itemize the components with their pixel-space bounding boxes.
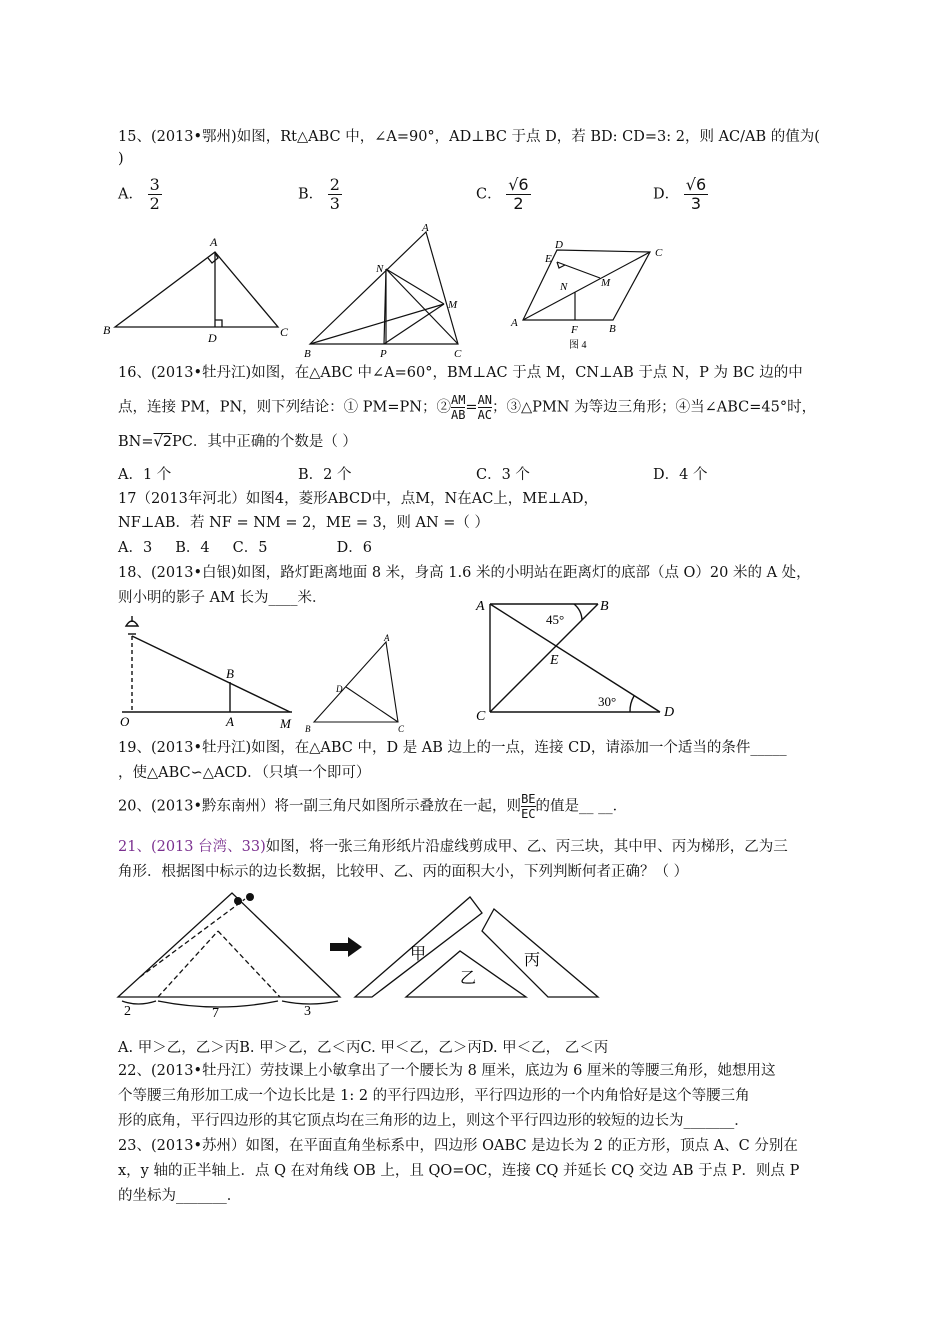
figure-similar-triangles [302,632,414,737]
label-o: O [120,714,130,729]
q15-option-d[interactable]: D． $\frac{√6}{3}$ [653,175,707,213]
label-b: B [103,323,111,337]
label-a: A [210,235,218,249]
label-n: N [560,281,568,293]
label-d: D [664,705,675,720]
label-b: B [304,348,311,360]
q18-text-line1: 18、(2013•白银)如图，路灯距离地面 8 米，身高 1.6 米的小明站在距离灯的底部（点 O）20 米的 A 处， [118,565,811,581]
q23-text-line3: 的坐标为_______． [118,1188,242,1204]
figure-street-lamp [112,612,302,734]
fraction-am-ab: $\frac{AM}{AB}$ [450,393,466,422]
label-d: D [208,331,217,345]
figure-right-triangle [100,232,300,347]
q21-source: 21、(2013 台湾、33) [118,839,266,855]
label-a: A [422,222,429,234]
label-e: E [545,253,552,265]
q22-text-line3: 形的底角，平行四边形的其它顶点均在三角形的边上，则这个平行四边形的较短的边长为_______． [118,1113,749,1129]
label-p: P [380,348,387,360]
label-a: A [476,599,485,614]
label-bing: 丙 [524,952,541,969]
q21-text-line2: 角形．根据图中标示的边长数据，比较甲、乙、丙的面积大小，下列判断何者正确？（ ） [118,864,689,880]
label-c: C [280,325,289,339]
length-7: 7 [212,1006,219,1020]
figure-rhombus [505,238,680,353]
q15-option-b[interactable]: B． $\frac{2}{3}$ [298,175,340,213]
fraction-an-ac: $\frac{AN}{AC}$ [477,393,493,422]
label-jia: 甲 [410,946,427,963]
label-c: C [454,348,462,360]
fraction: $\frac{√6}{2}$ [508,175,529,213]
label-b: B [305,724,311,734]
q20-text: 20、(2013•黔东南州）将一副三角尺如图所示叠放在一起，则 $\frac{BE}{EC}$ 的值是__ __． [118,792,628,821]
label-b: B [609,323,616,335]
q15-option-a[interactable]: A． $\frac{3}{2}$ [118,175,160,213]
q17-text-line2: NF⊥AB．若 NF = NM = 2，ME = 3，则 AN =（ ） [118,515,490,531]
q18-text-line2: 则小明的影子 AM 长为____米． [118,590,327,606]
label-m: M [280,716,291,731]
label-m: M [601,277,611,289]
q19-text-line2: ，使△ABC∽△ACD．（只填一个即可） [118,765,371,781]
length-3: 3 [304,1004,311,1019]
label-c: C [476,709,486,724]
q15-text-line2: ) [118,151,124,167]
length-2: 2 [124,1004,131,1019]
q15-text-line1: 15、(2013•鄂州)如图，Rt△ABC 中，∠A=90°，AD⊥BC 于点 D，若 BD: CD=3: 2，则 AC/AB 的值为( [118,129,820,145]
figure-set-squares [470,592,690,727]
label-c: C [655,247,663,259]
fraction-be-ec: $\frac{BE}{EC}$ [521,792,536,821]
label-m: M [448,299,458,311]
label-d: D [555,239,563,251]
figure-caption: 图 4 [569,340,587,351]
q17-options[interactable]: A．3 B．4 C．5 D．6 [118,540,372,556]
label-f: F [571,324,578,336]
q23-text-line1: 23、(2013•苏州）如图，在平面直角坐标系中，四边形 OABC 是边长为 2 的正方形，顶点 A、C 分别在 [118,1138,798,1154]
q23-text-line2: x，y 轴的正半轴上．点 Q 在对角线 OB 上，且 QO=OC，连接 CQ 并延长 CQ 交边 AB 于点 P．则点 P [118,1163,800,1179]
label-a: A [384,633,390,643]
q17-text-line1: 17（2013年河北）如图4，菱形ABCD中，点M，N在AC上，ME⊥AD， [118,491,598,507]
figure-triangle-altitudes [298,222,473,362]
q16-text-line2: 点，连接 PM，PN，则下列结论：① PM=PN；② $\frac{AM}{AB}$ = $\frac{AN}{AC}$ ；③△PMN 为等边三角形；④当∠ABC=45°时， [118,393,817,422]
angle-30: 30° [598,694,617,709]
q15-option-c[interactable]: C． $\frac{√6}{2}$ [476,175,529,213]
q16-option-b[interactable]: B．2 个 [298,467,352,483]
q16-option-a[interactable]: A．1 个 [118,467,172,483]
figure-paper-cutting [110,885,605,1020]
q21-text-line1: 21、(2013 台湾、33)如图，将一张三角形纸片沿虚线剪成甲、乙、丙三块，其中甲、丙为梯形，乙为三 [118,839,788,855]
label-a: A [226,714,234,729]
angle-45: 45° [546,612,565,627]
q19-text-line1: 19、(2013•牡丹江)如图，在△ABC 中，D 是 AB 边上的一点，连接 CD，请添加一个适当的条件_____ [118,740,787,756]
label-b: B [600,599,609,614]
q16-text-line3: BN=√2PC．其中正确的个数是（ ） [118,434,357,450]
q16-option-c[interactable]: C．3 个 [476,467,530,483]
label-a: A [511,317,518,329]
label-c: C [398,724,405,734]
fraction: $\frac{2}{3}$ [329,175,340,213]
label-yi: 乙 [460,970,477,987]
label-b: B [226,666,234,681]
q22-text-line2: 个等腰三角形加工成一个边长比是 1: 2 的平行四边形，平行四边形的一个内角恰好是这个等腰三角 [118,1088,750,1104]
label-d: D [336,684,343,694]
q16-text-line1: 16、(2013•牡丹江)如图，在△ABC 中∠A=60°，BM⊥AC 于点 M，CN⊥AB 于点 N，P 为 BC 边的中 [118,365,803,381]
fraction: $\frac{√6}{3}$ [685,175,707,213]
q21-options[interactable]: A. 甲＞乙，乙＞丙B. 甲＞乙，乙＜丙C. 甲＜乙，乙＞丙D. 甲＜乙， 乙＜丙 [118,1040,609,1056]
fraction: $\frac{3}{2}$ [149,175,160,213]
q16-option-d[interactable]: D．4 个 [653,467,708,483]
label-n: N [376,263,384,275]
q22-text-line1: 22、(2013•牡丹江）劳技课上小敏拿出了一个腰长为 8 厘米，底边为 6 厘米的等腰三角形，她想用这 [118,1063,776,1079]
label-e: E [550,653,559,668]
